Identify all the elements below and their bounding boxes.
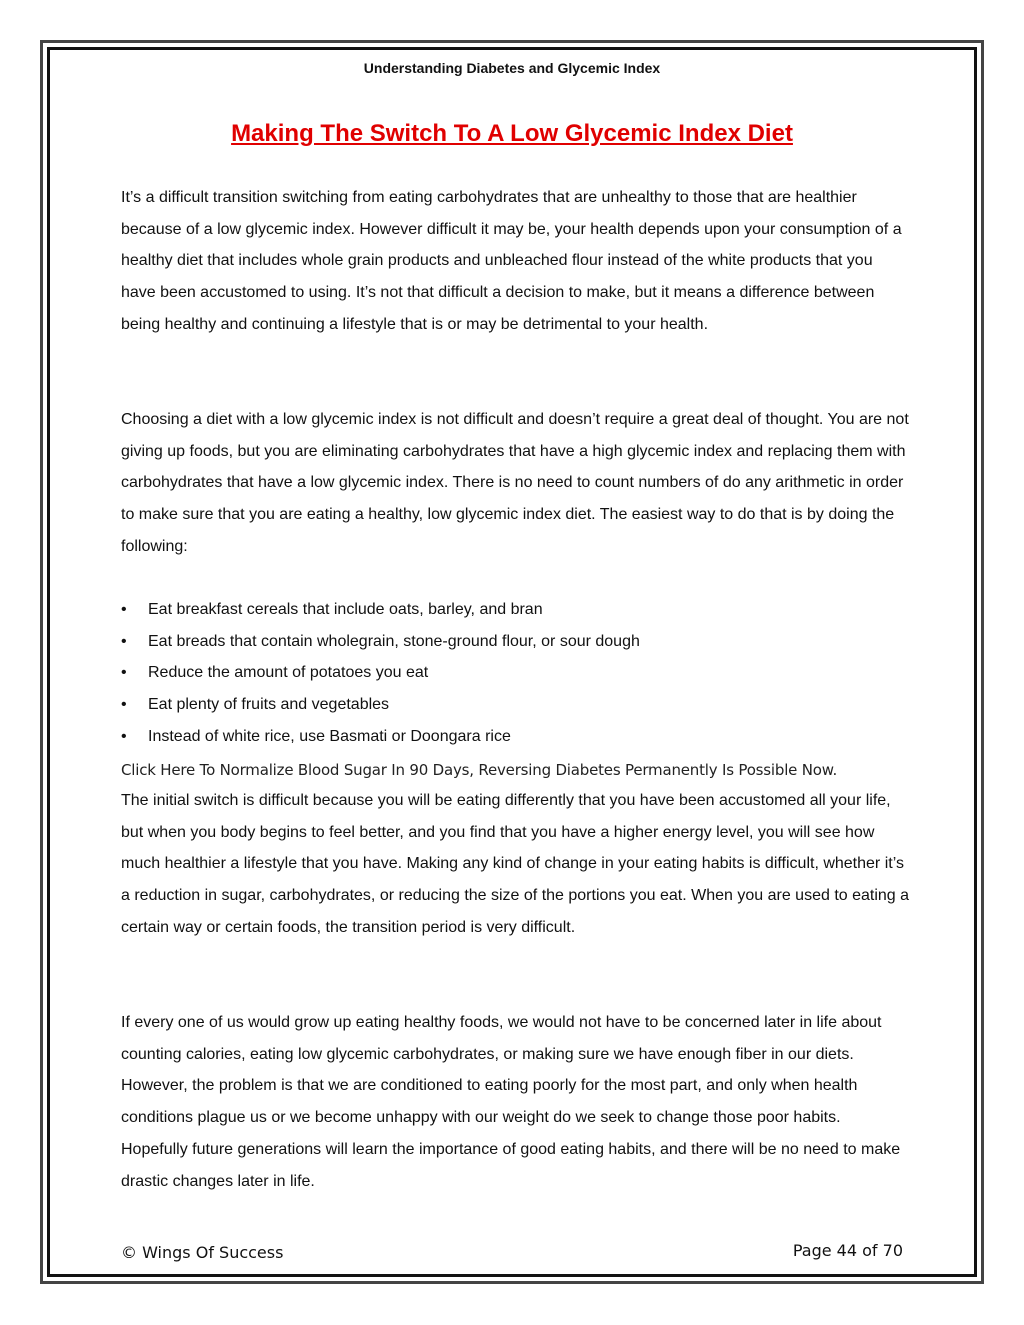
tips-list	[121, 594, 640, 753]
paragraph-choosing-diet: Choosing a diet with a low glycemic index is not difficult and doesn’t require a great deal of thought. You are not giving up foods, but you are eliminating carbohydrates that have a high glycemic index and replacing them with carbohydrates that have a low glycemic index. There is no need to count numbers of do any arithmetic in order to make sure that you are eating a healthy, low glycemic index diet. The easiest way to do that is by doing the following:	[121, 411, 909, 555]
page-title: Making The Switch To A Low Glycemic Index Diet	[231, 120, 793, 147]
footer-copyright: © Wings Of Success	[121, 1243, 284, 1262]
paragraph-intro: It’s a difficult transition switching from eating carbohydrates that are unhealthy to those that are healthier because of a low glycemic index. However difficult it may be, your health depends upon your consumption of a healthy diet that includes whole grain products and unbleached flour instead of the white products that you have been accustomed to using. It’s not that difficult a decision to make, but it means a difference between being healthy and continuing a lifestyle that is or may be detrimental to your health.	[121, 189, 902, 333]
list-item	[121, 657, 640, 689]
list-item-text: Instead of white rice, use Basmati or Doongara rice	[148, 727, 511, 745]
list-item-text: Eat breads that contain wholegrain, stone-ground flour, or sour dough	[148, 632, 640, 650]
promo-link[interactable]: Click Here To Normalize Blood Sugar In 90 Days, Reversing Diabetes Permanently Is Possible Now.	[121, 761, 838, 779]
footer-page-number: Page 44 of 70	[792, 1241, 903, 1260]
bullet-icon: •	[121, 696, 127, 714]
running-header: Understanding Diabetes and Glycemic Index	[363, 60, 661, 76]
list-item	[121, 626, 640, 658]
list-item-text: Eat breakfast cereals that include oats, barley, and bran	[148, 601, 543, 618]
list-item-text: Reduce the amount of potatoes you eat	[148, 664, 429, 682]
bullet-icon: •	[121, 664, 127, 682]
bullet-icon: •	[121, 601, 127, 618]
list-item	[121, 689, 640, 721]
list-item	[121, 721, 640, 753]
list-item	[121, 594, 640, 626]
bullet-icon: •	[121, 727, 127, 745]
paragraph-healthy-habits: If every one of us would grow up eating healthy foods, we would not have to be concerned later in life about counting calories, eating low glycemic carbohydrates, or making sure we have enough fiber in our diets. However, the problem is that we are conditioned to eating poorly for the most part, and only when health conditions plague us or we become unhappy with our weight do we seek to change those poor habits. Hopefully future generations will learn the importance of good eating habits, and there will be no need to make drastic changes later in life.	[121, 1014, 901, 1190]
list-item-text: Eat plenty of fruits and vegetables	[148, 696, 390, 714]
paragraph-initial-switch: The initial switch is difficult because you will be eating differently that you have been accustomed all your life, but when you body begins to feel better, and you find that you have a higher energy level, you will see how much healthier a lifestyle that you have. Making any kind of change in your eating habits is difficult, whether it’s a reduction in sugar, carbohydrates, or reducing the size of the portions you eat. When you are used to eating a certain way or certain foods, the transition period is very difficult.	[121, 792, 910, 936]
bullet-icon: •	[121, 632, 127, 650]
